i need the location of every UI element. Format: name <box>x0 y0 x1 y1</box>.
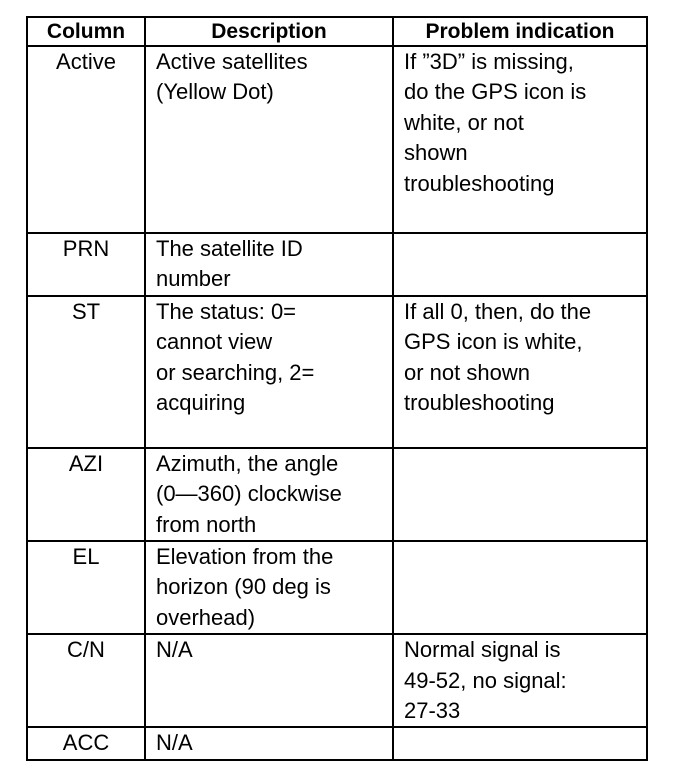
cell-column: C/N <box>27 634 145 727</box>
cell-description: N/A <box>145 727 393 759</box>
gps-status-table <box>26 16 648 761</box>
table-row <box>27 296 647 448</box>
cell-column: EL <box>27 541 145 634</box>
cell-problem: If all 0, then, do the GPS icon is white, or not shown troubleshooting <box>393 296 647 448</box>
cell-problem: If ”3D” is missing, do the GPS icon is white, or not shown troubleshooting <box>393 46 647 233</box>
table-body <box>27 46 647 760</box>
cell-column: PRN <box>27 233 145 296</box>
cell-column: AZI <box>27 448 145 541</box>
table-row <box>27 233 647 296</box>
cell-problem <box>393 541 647 634</box>
table-row <box>27 634 647 727</box>
table-header <box>27 17 647 46</box>
table-row <box>27 46 647 233</box>
table-row <box>27 541 647 634</box>
cell-description: Active satellites (Yellow Dot) <box>145 46 393 233</box>
header-column: Column <box>27 17 145 46</box>
cell-column: Active <box>27 46 145 233</box>
cell-problem: Normal signal is 49-52, no signal: 27-33 <box>393 634 647 727</box>
table-row <box>27 448 647 541</box>
header-problem-indication: Problem indication <box>393 17 647 46</box>
table-row <box>27 727 647 759</box>
cell-problem <box>393 448 647 541</box>
cell-column: ACC <box>27 727 145 759</box>
cell-description: The status: 0= cannot view or searching, 2= acquiring <box>145 296 393 448</box>
cell-description: Azimuth, the angle (0—360) clockwise from north <box>145 448 393 541</box>
header-row <box>27 17 647 46</box>
cell-column: ST <box>27 296 145 448</box>
cell-description: Elevation from the horizon (90 deg is overhead) <box>145 541 393 634</box>
cell-problem <box>393 233 647 296</box>
cell-description: N/A <box>145 634 393 727</box>
header-description: Description <box>145 17 393 46</box>
cell-description: The satellite ID number <box>145 233 393 296</box>
cell-problem <box>393 727 647 759</box>
